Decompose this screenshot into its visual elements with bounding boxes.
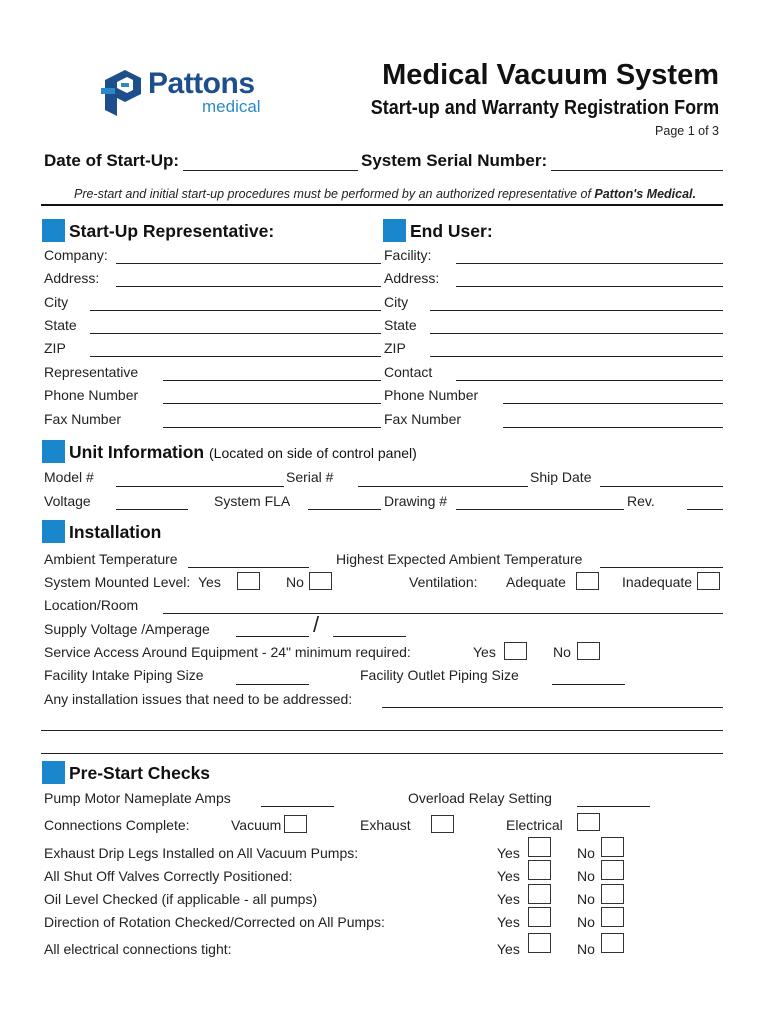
rev-label: Rev. — [627, 493, 655, 509]
rev-field[interactable] — [687, 509, 723, 510]
ambient-temp-label: Ambient Temperature — [44, 551, 178, 567]
electrical-checkbox[interactable] — [577, 813, 600, 831]
location-room-label: Location/Room — [44, 597, 139, 613]
service-no-label: No — [553, 644, 571, 660]
check-no-label: No — [577, 941, 595, 957]
exhaust-checkbox[interactable] — [431, 815, 454, 833]
drawing-field[interactable] — [456, 509, 624, 510]
date-of-startup-field[interactable] — [183, 170, 358, 171]
rep-city-field[interactable] — [90, 310, 381, 311]
rep-company-field[interactable] — [116, 263, 381, 264]
ventilation-inadequate-checkbox[interactable] — [697, 572, 720, 590]
rep-address-label: Address: — [44, 270, 100, 286]
check-yes-label: Yes — [497, 941, 520, 957]
section-marker-icon — [383, 219, 406, 242]
user-phone-field[interactable] — [503, 403, 723, 404]
voltage-field[interactable] — [116, 509, 188, 510]
valves-yes-checkbox[interactable] — [528, 860, 551, 880]
user-facility-field[interactable] — [456, 263, 723, 264]
user-facility-label: Facility: — [384, 247, 432, 263]
electrical-label: Electrical — [506, 817, 563, 833]
check-yes-label: Yes — [497, 845, 520, 861]
user-contact-label: Contact — [384, 364, 433, 380]
check-yes-label: Yes — [497, 868, 520, 884]
supply-voltage-label: Supply Voltage /Amperage — [44, 621, 210, 637]
rotation-no-checkbox[interactable] — [601, 907, 624, 927]
date-of-startup-label: Date of Start-Up: — [44, 151, 180, 170]
check-no-label: No — [577, 891, 595, 907]
pump-amps-field[interactable] — [261, 806, 334, 807]
check-no-label: No — [577, 868, 595, 884]
section-marker-icon — [42, 219, 65, 242]
document-subtitle: Start-up and Warranty Registration Form — [370, 97, 719, 119]
system-fla-field[interactable] — [308, 509, 381, 510]
installation-issues-field-2[interactable] — [41, 730, 723, 731]
pump-amps-label: Pump Motor Nameplate Amps — [44, 790, 231, 806]
rep-representative-field[interactable] — [163, 380, 381, 381]
serial-label: Serial # — [286, 469, 334, 485]
ventilation-inadequate-label: Inadequate — [622, 574, 693, 590]
section-marker-icon — [42, 440, 65, 463]
system-fla-label: System FLA — [214, 493, 291, 509]
installation-issues-field-3[interactable] — [41, 753, 723, 754]
section-marker-icon — [42, 761, 65, 784]
ship-date-field[interactable] — [600, 486, 723, 487]
location-room-field[interactable] — [163, 613, 723, 614]
page-number: Page 1 of 3 — [655, 124, 719, 138]
valves-no-checkbox[interactable] — [601, 860, 624, 880]
rep-representative-label: Representative — [44, 364, 139, 380]
serial-field[interactable] — [358, 486, 528, 487]
check-yes-label: Yes — [497, 914, 520, 930]
mounted-no-checkbox[interactable] — [309, 572, 332, 590]
exhaust-label: Exhaust — [360, 817, 411, 833]
highest-ambient-label: Highest Expected Ambient Temperature — [336, 551, 583, 567]
user-state-field[interactable] — [430, 333, 723, 334]
intake-piping-label: Facility Intake Piping Size — [44, 667, 204, 683]
ventilation-adequate-checkbox[interactable] — [576, 572, 599, 590]
ventilation-label: Ventilation: — [409, 574, 478, 590]
check-no-label: No — [577, 914, 595, 930]
vacuum-checkbox[interactable] — [284, 815, 307, 833]
connections-complete-label: Connections Complete: — [44, 817, 190, 833]
rep-zip-label: ZIP — [44, 340, 66, 356]
drip-legs-yes-checkbox[interactable] — [528, 837, 551, 857]
service-access-label: Service Access Around Equipment - 24" minimum required: — [44, 644, 411, 660]
rep-fax-field[interactable] — [163, 427, 381, 428]
check-yes-label: Yes — [497, 891, 520, 907]
mounted-level-label: System Mounted Level: — [44, 574, 191, 590]
section-marker-icon — [42, 520, 65, 543]
vacuum-label: Vacuum — [231, 817, 282, 833]
company-logo — [101, 66, 271, 124]
ship-date-label: Ship Date — [530, 469, 592, 485]
installation-title: Installation — [69, 522, 162, 542]
rep-address-field[interactable] — [116, 286, 381, 287]
user-city-field[interactable] — [430, 310, 723, 311]
user-address-label: Address: — [384, 270, 440, 286]
end-user-title: End User: — [410, 221, 493, 241]
user-state-label: State — [384, 317, 417, 333]
mounted-yes-label: Yes — [198, 574, 221, 590]
supply-amperage-field[interactable] — [333, 636, 406, 637]
check-label-shut-off-valves: All Shut Off Valves Correctly Positioned: — [44, 868, 293, 884]
check-label-drip-legs: Exhaust Drip Legs Installed on All Vacuum Pumps: — [44, 845, 359, 861]
service-yes-checkbox[interactable] — [504, 642, 527, 660]
user-fax-field[interactable] — [503, 427, 723, 428]
user-city-label: City — [384, 294, 409, 310]
check-no-label: No — [577, 845, 595, 861]
rep-phone-label: Phone Number — [44, 387, 139, 403]
electrical-tight-no-checkbox[interactable] — [601, 933, 624, 953]
user-zip-label: ZIP — [384, 340, 406, 356]
check-label-rotation: Direction of Rotation Checked/Corrected on All Pumps: — [44, 914, 385, 930]
installation-issues-field-1[interactable] — [382, 707, 723, 708]
rep-zip-field[interactable] — [90, 356, 381, 357]
authorization-notice: Pre-start and initial start-up procedures must be performed by an authorized representative of Patton's Medical. — [73, 187, 696, 201]
ventilation-adequate-label: Adequate — [506, 574, 566, 590]
user-address-field[interactable] — [456, 286, 723, 287]
outlet-piping-field[interactable] — [552, 684, 625, 685]
rep-state-field[interactable] — [90, 333, 381, 334]
header-divider — [41, 204, 723, 206]
overload-relay-field[interactable] — [577, 806, 650, 807]
system-serial-field[interactable] — [551, 170, 723, 171]
check-label-oil-level: Oil Level Checked (if applicable - all pumps) — [44, 891, 318, 907]
document-title: Medical Vacuum System — [382, 59, 719, 91]
prestart-title: Pre-Start Checks — [69, 763, 211, 783]
highest-ambient-field[interactable] — [600, 567, 723, 568]
voltage-amperage-separator: / — [313, 612, 320, 637]
user-fax-label: Fax Number — [384, 411, 462, 427]
drip-legs-no-checkbox[interactable] — [601, 837, 624, 857]
logo-wordmark: Pattons — [148, 67, 255, 100]
rep-fax-label: Fax Number — [44, 411, 122, 427]
electrical-tight-yes-checkbox[interactable] — [528, 933, 551, 953]
service-no-checkbox[interactable] — [577, 642, 600, 660]
system-serial-label: System Serial Number: — [361, 151, 548, 170]
rep-company-label: Company: — [44, 247, 108, 263]
rep-city-label: City — [44, 294, 69, 310]
mounted-no-label: No — [286, 574, 304, 590]
rep-state-label: State — [44, 317, 77, 333]
rotation-yes-checkbox[interactable] — [528, 907, 551, 927]
installation-issues-label: Any installation issues that need to be addressed: — [44, 691, 353, 707]
outlet-piping-label: Facility Outlet Piping Size — [360, 667, 519, 683]
pattons-p-logo-icon — [101, 66, 147, 120]
service-yes-label: Yes — [473, 644, 496, 660]
drawing-label: Drawing # — [384, 493, 448, 509]
logo-subtext: medical — [202, 97, 261, 116]
supply-voltage-field[interactable] — [236, 636, 309, 637]
check-label-electrical-tight: All electrical connections tight: — [44, 941, 232, 957]
startup-rep-title: Start-Up Representative: — [69, 221, 275, 241]
ambient-temp-field[interactable] — [188, 567, 309, 568]
model-field[interactable] — [116, 486, 284, 487]
model-label: Model # — [44, 469, 94, 485]
unit-info-title: Unit Information (Located on side of control panel) — [69, 442, 417, 462]
user-contact-field[interactable] — [456, 380, 723, 381]
user-zip-field[interactable] — [430, 356, 723, 357]
user-phone-label: Phone Number — [384, 387, 479, 403]
voltage-label: Voltage — [44, 493, 91, 509]
oil-no-checkbox[interactable] — [601, 884, 624, 904]
rep-phone-field[interactable] — [163, 403, 381, 404]
overload-relay-label: Overload Relay Setting — [408, 790, 552, 806]
mounted-yes-checkbox[interactable] — [237, 572, 260, 590]
intake-piping-field[interactable] — [236, 684, 309, 685]
oil-yes-checkbox[interactable] — [528, 884, 551, 904]
